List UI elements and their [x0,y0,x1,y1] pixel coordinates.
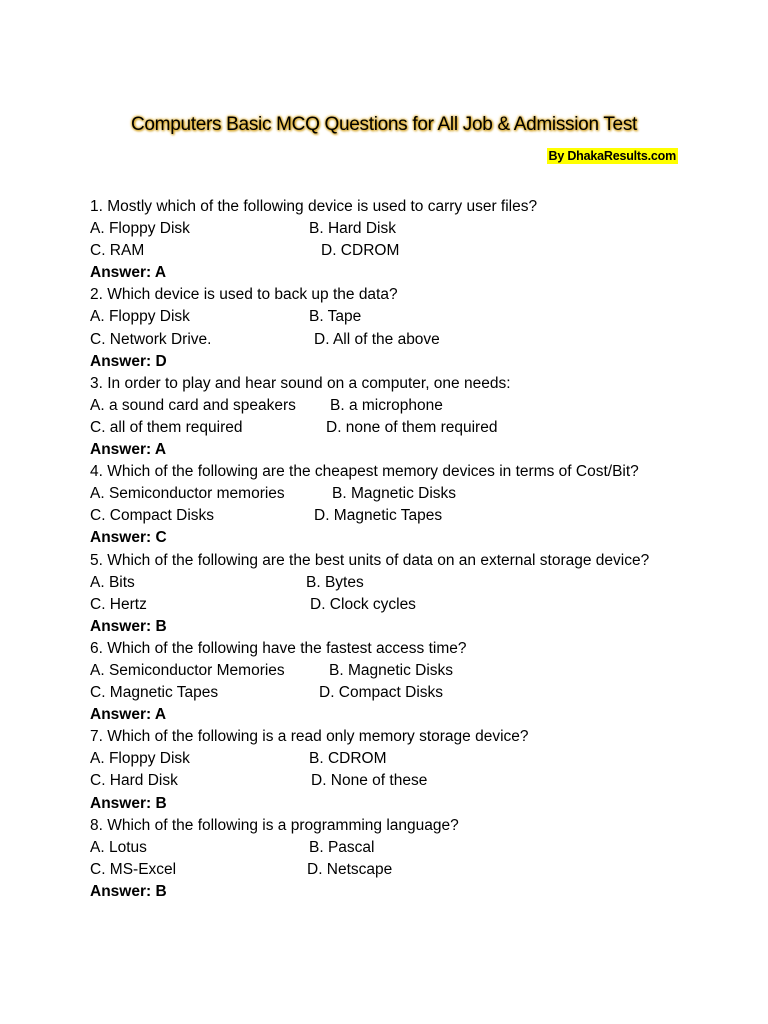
option-b: B. Pascal [309,838,375,856]
option-a: A. Bits [90,573,135,591]
answer-text: Answer: A [90,441,167,459]
answer-text: Answer: B [90,882,167,900]
option-b: B. Hard Disk [309,220,396,238]
option-c: C. Magnetic Tapes [90,684,219,702]
option-b: B. Tape [309,308,362,326]
question-text: 1. Mostly which of the following device is used to carry user files? [90,198,538,215]
answer-text: Answer: D [90,352,167,370]
options-row [90,505,730,527]
option-a: A. Semiconductor memories [90,485,285,503]
answer-text: Answer: C [90,529,167,547]
option-d: D. Netscape [307,860,393,878]
document-title: Computers Basic MCQ Questions for All Job & Admission Test [130,114,637,135]
question-text: 3. In order to play and hear sound on a computer, one needs: [90,374,511,392]
option-c: C. Compact Disks [90,507,215,525]
option-a: A. Semiconductor Memories [90,661,285,679]
option-c: C. all of them required [90,418,243,436]
options-row [90,395,730,417]
question-text: 6. Which of the following have the fastest access time? [90,639,467,657]
options-row [90,240,730,262]
options-row [90,859,730,881]
option-c: C. Hertz [90,595,147,613]
option-d: D. None of these [311,772,428,790]
options-row [90,660,730,682]
answer-text: Answer: B [90,617,167,635]
options-row [90,572,730,594]
question-text: 4. Which of the following are the cheapest memory devices in terms of Cost/Bit? [90,463,639,481]
options-row [90,837,730,859]
options-row [90,594,730,616]
byline-highlight: By DhakaResults.com [548,149,676,163]
question-text: 7. Which of the following is a read only memory storage device? [90,728,529,746]
option-b: B. a microphone [330,396,443,414]
option-a: A. a sound card and speakers [90,396,296,414]
option-d: D. CDROM [321,242,400,260]
options-row [90,483,730,505]
answer-text: Answer: A [90,264,167,282]
option-a: A. Lotus [90,838,147,856]
option-b: B. Magnetic Disks [329,661,454,679]
options-row [90,682,730,704]
option-d: D. Clock cycles [310,595,416,613]
option-d: D. none of them required [326,418,498,436]
option-d: D. All of the above [314,330,440,348]
option-b: B. Bytes [306,573,364,591]
options-row [90,748,730,770]
option-d: D. Magnetic Tapes [314,507,443,525]
answer-text: Answer: A [90,706,167,724]
option-c: C. Hard Disk [90,772,178,790]
option-a: A. Floppy Disk [90,220,190,238]
question-list [90,196,730,903]
question-text: 8. Which of the following is a programming language? [90,816,459,834]
option-c: C. Network Drive. [90,330,212,348]
options-row [90,306,730,328]
options-row [90,329,730,351]
options-row [90,417,730,439]
option-c: C. RAM [90,242,145,260]
options-row [90,770,730,792]
question-text: 5. Which of the following are the best units of data on an external storage device? [90,551,650,569]
option-b: B. CDROM [309,750,387,768]
options-row [90,218,730,240]
option-a: A. Floppy Disk [90,308,190,326]
question-text: 2. Which device is used to back up the data? [90,286,398,304]
option-b: B. Magnetic Disks [332,485,457,503]
answer-text: Answer: B [90,794,167,812]
option-c: C. MS-Excel [90,860,177,878]
option-d: D. Compact Disks [319,684,444,702]
option-a: A. Floppy Disk [90,750,190,768]
